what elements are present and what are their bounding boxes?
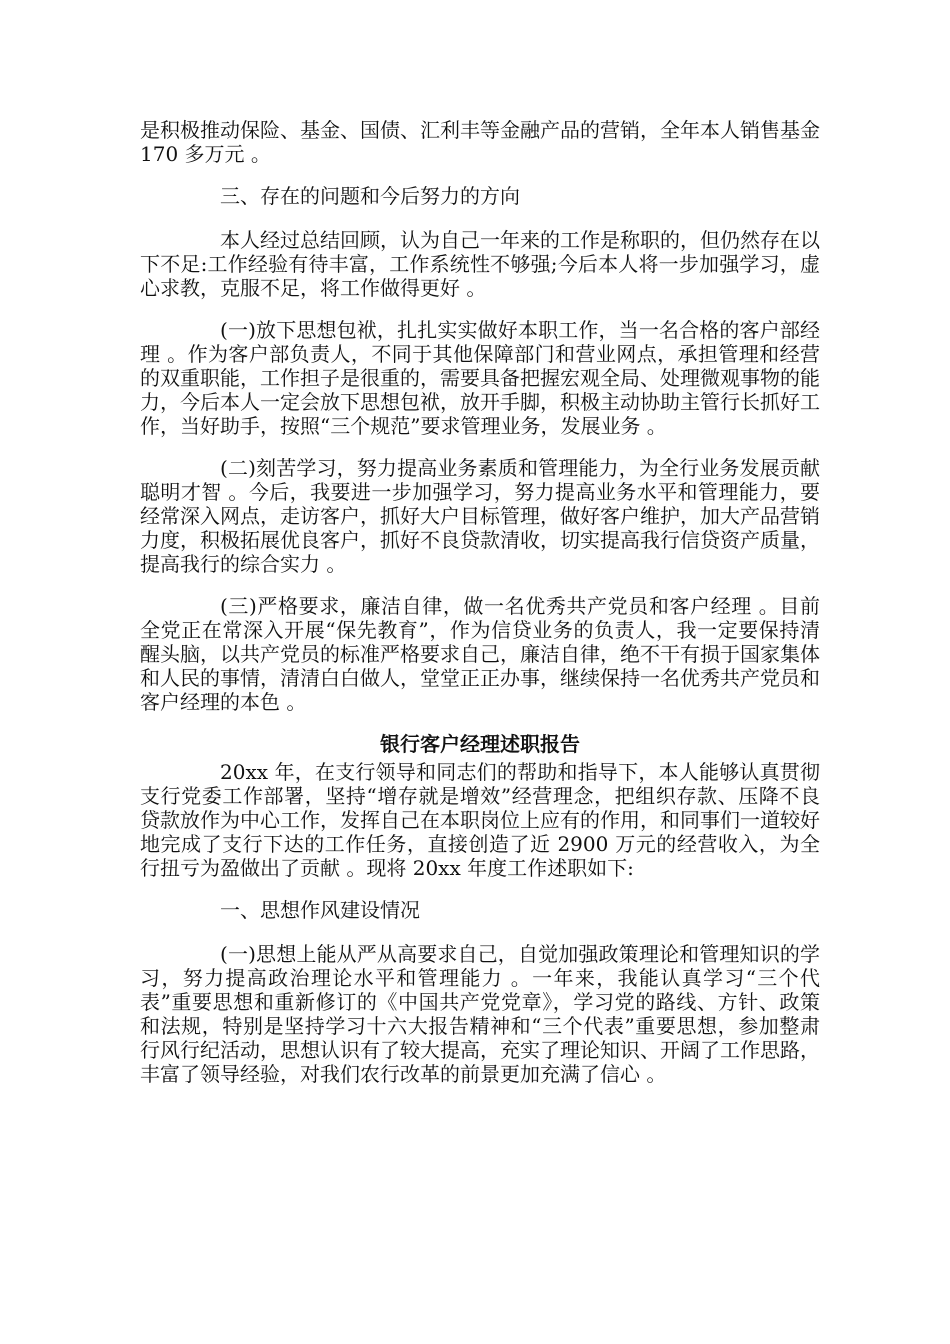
section-heading-ideology: 一、思想作风建设情况 xyxy=(220,898,420,922)
document-title: 银行客户经理述职报告 xyxy=(380,732,580,756)
paragraph-point-one: (一)放下思想包袱，扎扎实实做好本职工作，当一名合格的客户部经理 。作为客户部负责人，不同于其他保障部门和营业网点，承担管理和经营的双重职能，工作担子是很重的，需要具备把握宏观全局、处理微观事物的能力，今后本人一定会放下思想包袱，放开手脚，积极主动协助主管行长抓好工作，当好助手，按照“三个规范”要求管理业务，发展业务 。 xyxy=(140,318,820,438)
paragraph-point-three: (三)严格要求，廉洁自律，做一名优秀共产党员和客户经理 。目前全党正在常深入开展“保先教育”，作为信贷业务的负责人，我一定要保持清醒头脑，以共产党员的标准严格要求自己，廉洁自律，绝不干有损于国家集体和人民的事情，清清白白做人，堂堂正正办事，继续保持一名优秀共产党员和客户经理的本色 。 xyxy=(140,594,820,714)
paragraph-continuation: 是积极推动保险、基金、国债、汇利丰等金融产品的营销，全年本人销售基金 170 多万元 。 xyxy=(140,118,820,166)
paragraph-intro: 20xx 年，在支行领导和同志们的帮助和指导下，本人能够认真贯彻支行党委工作部署，坚持“增存就是增效”经营理念，把组织存款、压降不良贷款放作为中心工作，发挥自己在本职岗位上应有的作用，和同事们一道较好地完成了支行下达的工作任务，直接创造了近 2900 万元的经营收入，为全行扭亏为盈做出了贡献 。现将 20xx 年度工作述职如下: xyxy=(140,760,820,880)
section-heading-problems: 三、存在的问题和今后努力的方向 xyxy=(220,184,520,208)
document-page xyxy=(140,118,820,1104)
paragraph-self-review: 本人经过总结回顾，认为自己一年来的工作是称职的，但仍然存在以下不足:工作经验有待丰富，工作系统性不够强;今后本人将一步加强学习，虚心求教，克服不足，将工作做得更好 。 xyxy=(140,228,820,300)
paragraph-point-two: (二)刻苦学习，努力提高业务素质和管理能力，为全行业务发展贡献聪明才智 。今后，我要进一步加强学习，努力提高业务水平和管理能力，要经常深入网点，走访客户，抓好大户目标管理，做好客户维护，加大产品营销力度，积极拓展优良客户，抓好不良贷款清收，切实提高我行信贷资产质量，提高我行的综合实力 。 xyxy=(140,456,820,576)
paragraph-ideology-one: (一)思想上能从严从高要求自己，自觉加强政策理论和管理知识的学习，努力提高政治理论水平和管理能力 。一年来，我能认真学习“三个代表”重要思想和重新修订的《中国共产党党章》，学习党的路线、方针、政策和法规，特别是坚持学习十六大报告精神和“三个代表”重要思想，参加整肃行风行纪活动，思想认识有了较大提高，充实了理论知识、开阔了工作思路，丰富了领导经验，对我们农行改革的前景更加充满了信心 。 xyxy=(140,942,820,1086)
